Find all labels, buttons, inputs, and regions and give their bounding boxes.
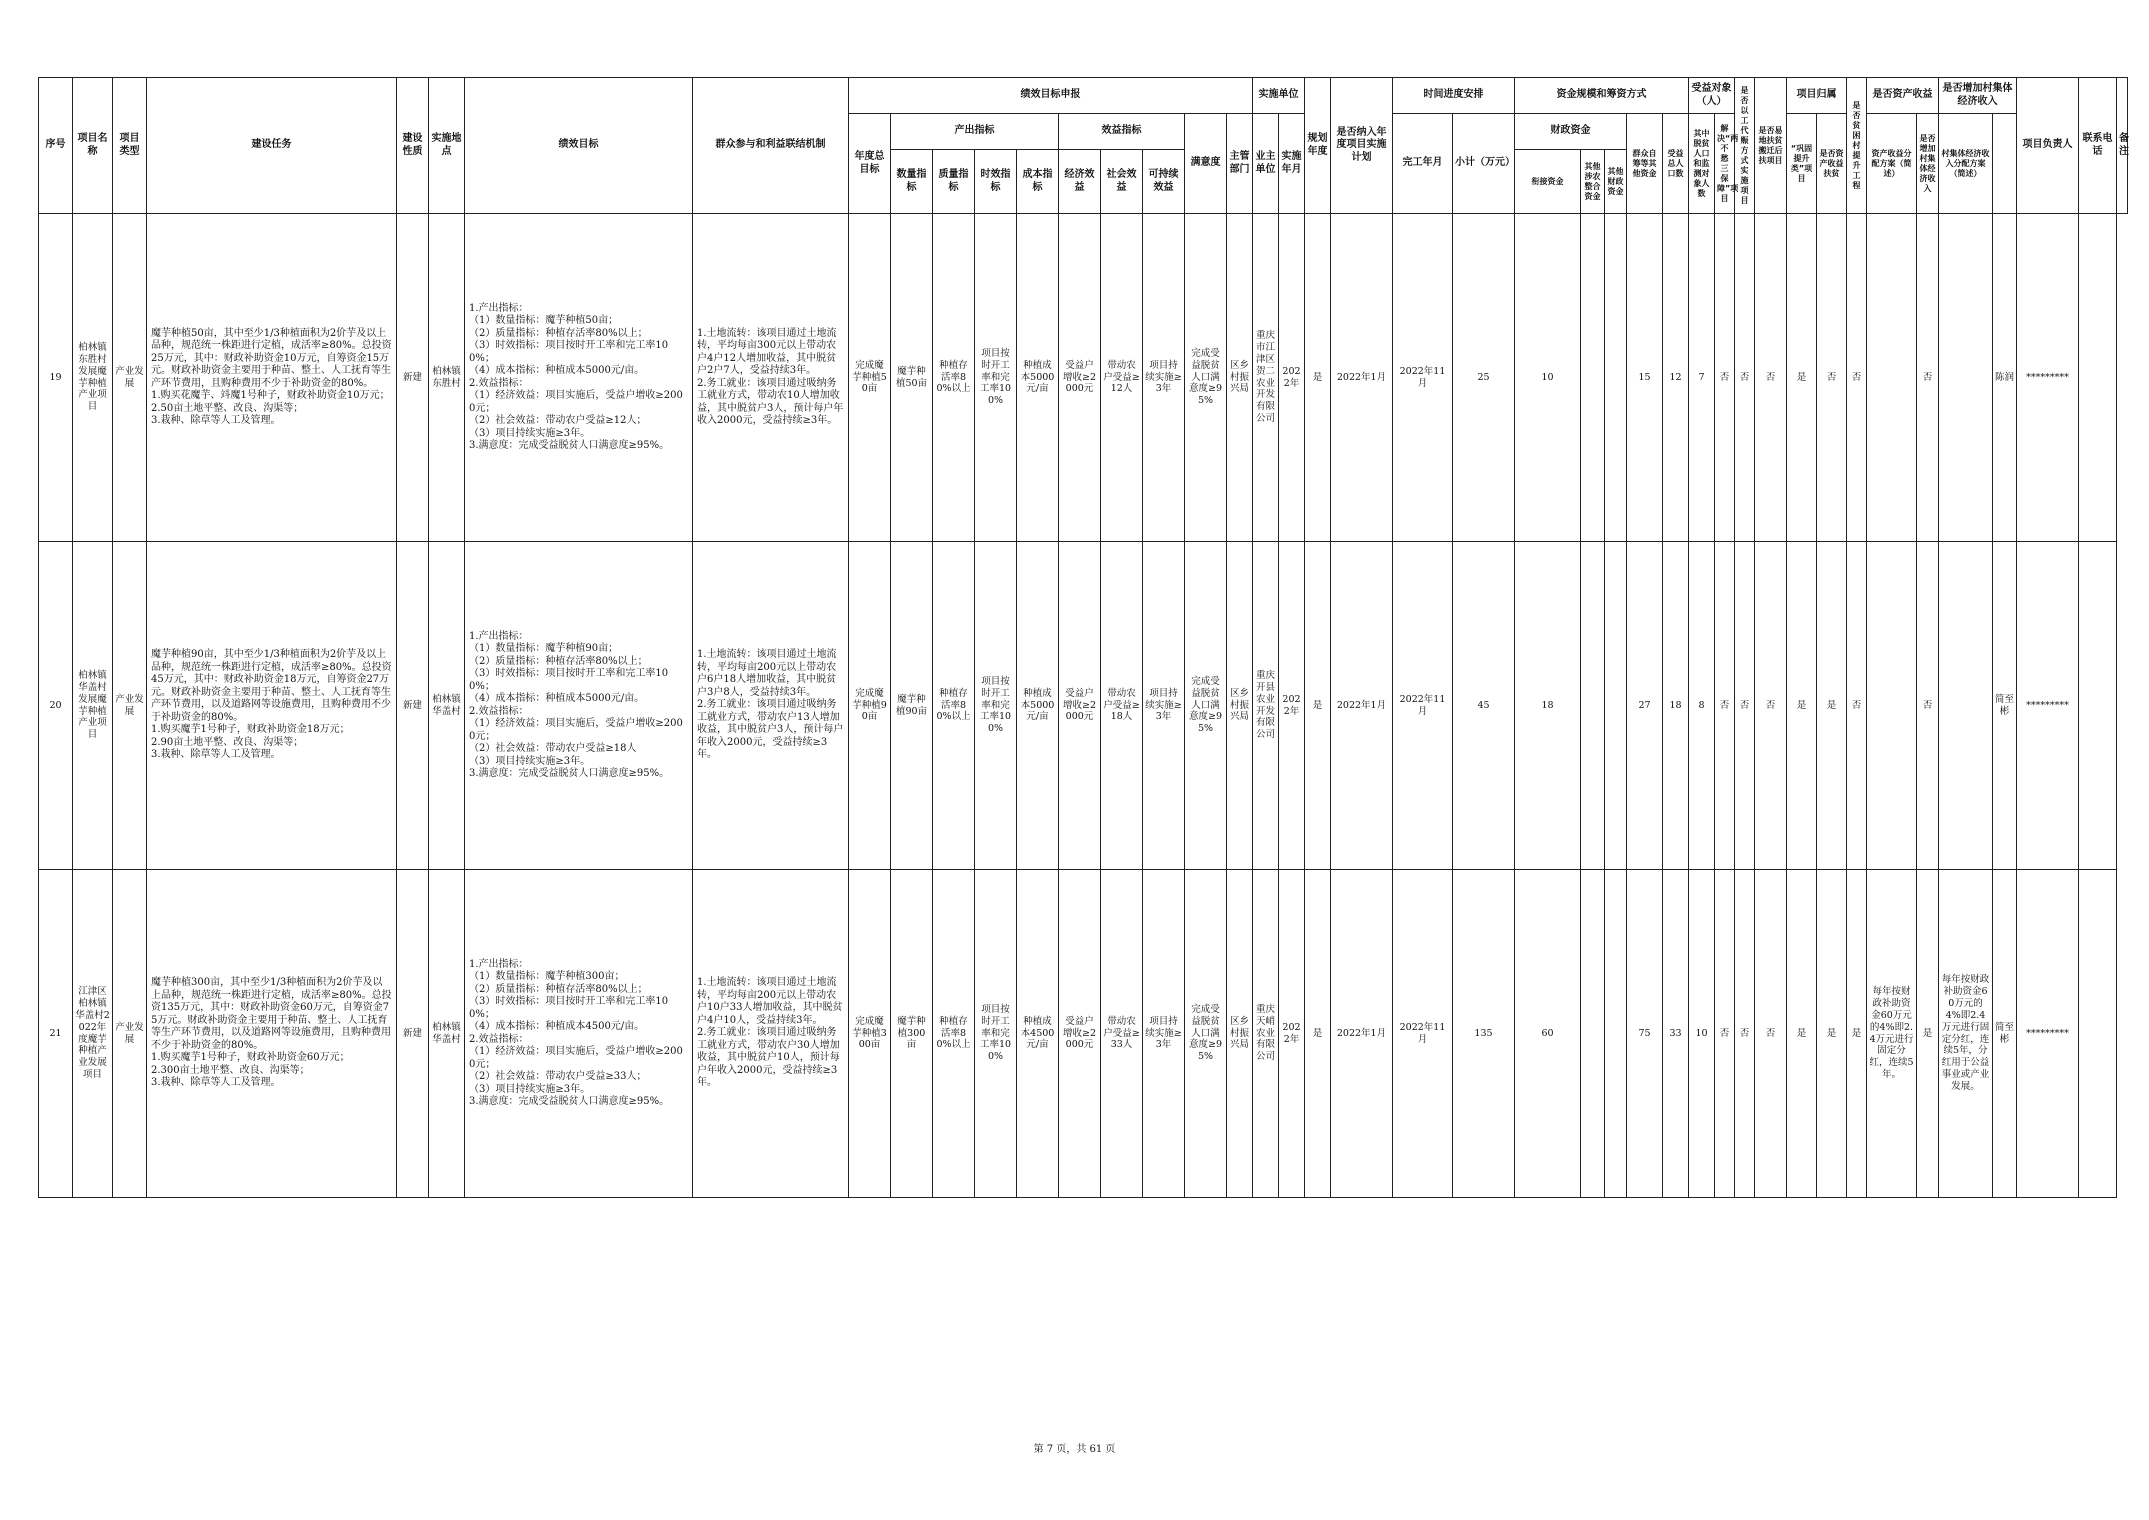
cell-cost: 种植成本4500元/亩 <box>1017 870 1059 1198</box>
hdr-social: 社会效益 <box>1101 150 1143 214</box>
cell-econ: 受益户增收≥2000元 <box>1059 542 1101 870</box>
task-line: 3.栽种、除草等人工及管理。 <box>151 1077 281 1089</box>
cell-econ: 受益户增收≥2000元 <box>1059 214 1101 542</box>
cell-self-raised: 27 <box>1627 542 1663 870</box>
cell-dept: 区乡村振兴局 <box>1227 542 1253 870</box>
hdr-owner: 业主单位 <box>1253 114 1279 214</box>
cell-type: 产业发展 <box>113 214 147 542</box>
perf-line: （2）社会效益：带动农户受益≥18人 <box>469 743 637 754</box>
task-line: 1.购买魔芋1号种子，财政补助资金18万元； <box>151 724 350 736</box>
hdr-two-three: 解决“两不愁三保障”项目 <box>1715 114 1735 214</box>
cell-timeliness: 项目按时开工率和完工率100% <box>975 214 1017 542</box>
cell-asset-plan <box>1867 214 1917 542</box>
cell-remark <box>2079 214 2117 542</box>
perf-line: （1）经济效益：项目实施后，受益户增收≥2000元； <box>469 718 683 742</box>
mechanism-line: 2.务工就业：该项目通过吸纳务工就业方式，带动农户30人增加收益，其中脱贫户10人，预计每户年收入2000元，受益持续≥3年。 <box>697 1027 840 1089</box>
perf-line: （1）数量指标：魔芋种植300亩； <box>469 971 625 982</box>
mechanism-line: 1.土地流转：该项目通过土地流转，平均每亩200元以上带动农户10户33人增加收益，其中脱贫户4户10人，受益持续3年。 <box>697 977 843 1026</box>
cell-asset-poverty: 否 <box>1847 542 1867 870</box>
task-line: 3.栽种、除草等人工及管理。 <box>151 415 281 426</box>
cell-perf <box>465 870 693 1198</box>
cell-social: 带动农户受益≥18人 <box>1101 542 1143 870</box>
perf-line: 2.效益指标： <box>469 705 529 717</box>
task-line: 魔芋种植90亩，其中至少1/3种植面积为2价芋及以上品种，规范统一株距进行定植，成活率≥80%。总投资45万元，其中：财政补助资金18万元，自筹资金27万元。财政补助资金主要用于种苗、整土、人工抚育等生产环节费用，以及道路网等设施费用，且购种费用不少于补助资金的80%。 <box>151 649 392 723</box>
perf-line: 1.产出指标： <box>469 958 529 970</box>
cell-start: 2022年1月 <box>1331 214 1393 542</box>
cell-leader: 简至彬 <box>1993 542 2017 870</box>
cell-plan-year: 2022年 <box>1279 542 1305 870</box>
cell-qty: 魔芋种植300亩 <box>891 870 933 1198</box>
hdr-perf: 绩效目标 <box>465 78 693 214</box>
perf-line: 2.效益指标： <box>469 1033 529 1045</box>
perf-line: （2）质量指标：种植存活率80%以上； <box>469 327 648 339</box>
hdr-cost: 成本指标 <box>1017 150 1059 214</box>
cell-seq: 19 <box>39 214 73 542</box>
cell-timeliness: 项目按时开工率和完工率100% <box>975 870 1017 1198</box>
cell-other-fiscal <box>1605 214 1627 542</box>
cell-phone: ********* <box>2017 870 2079 1198</box>
hdr-nature: 建设性质 <box>397 78 429 214</box>
cell-remark <box>2079 542 2117 870</box>
task-line: 2.90亩土地平整、改良、沟渠等； <box>151 736 304 748</box>
cell-mechanism <box>693 542 849 870</box>
perf-line: （1）数量指标：魔芋种植90亩； <box>469 643 619 654</box>
cell-other-agri <box>1581 214 1605 542</box>
cell-bridging: 18 <box>1515 542 1581 870</box>
hdr-task: 建设任务 <box>147 78 397 214</box>
cell-poverty-proj: 否 <box>1735 542 1755 870</box>
cell-total-pop: 12 <box>1663 214 1689 542</box>
hdr-dept: 主管部门 <box>1227 114 1253 214</box>
perf-line: （3）时效指标：项目按时开工率和完工率100%； <box>469 996 669 1020</box>
hdr-satisfaction: 满意度 <box>1185 114 1227 214</box>
cell-poor-pop: 8 <box>1689 542 1715 870</box>
hdr-perf-report: 绩效目标申报 <box>849 78 1253 114</box>
mechanism-line: 2.务工就业：该项目通过吸纳务工就业方式，带动农10人增加收益，其中脱贫户3人，预计每户年收入2000元，受益持续≥3年。 <box>697 377 844 426</box>
perf-line: （4）成本指标：种植成本4500元/亩。 <box>469 1021 645 1032</box>
cell-type: 产业发展 <box>113 870 147 1198</box>
hdr-remark: 备注 <box>2117 78 2128 214</box>
cell-total-pop: 33 <box>1663 870 1689 1198</box>
hdr-sustain: 可持续效益 <box>1143 150 1185 214</box>
cell-mechanism <box>693 870 849 1198</box>
cell-asset-plan: 每年按财政补助资金60万元的4%即2.4万元进行固定分红，连续5年。 <box>1867 870 1917 1198</box>
hdr-name: 项目名称 <box>73 78 113 214</box>
hdr-subtotal: 小计（万元） <box>1453 114 1515 214</box>
cell-annual-target: 完成魔芋种植90亩 <box>849 542 891 870</box>
cell-village-proj: 否 <box>1817 214 1847 542</box>
cell-plan-year: 2022年 <box>1279 214 1305 542</box>
cell-other-fiscal <box>1605 870 1627 1198</box>
cell-location: 柏林镇华盖村 <box>429 870 465 1198</box>
perf-line: （3）项目持续实施≥3年。 <box>469 755 591 767</box>
perf-line: （3）项目持续实施≥3年。 <box>469 427 591 439</box>
hdr-finish: 完工年月 <box>1393 114 1453 214</box>
cell-mechanism <box>693 214 849 542</box>
cell-poverty-proj: 否 <box>1735 870 1755 1198</box>
perf-line: 3.满意度：完成受益脱贫人口满意度≥95%。 <box>469 440 670 451</box>
cell-sustain: 项目持续实施≥3年 <box>1143 870 1185 1198</box>
cell-cost: 种植成本5000元/亩 <box>1017 214 1059 542</box>
hdr-other-fiscal: 其他财政资金 <box>1605 150 1627 214</box>
cell-quality: 种植存活率80%以上 <box>933 870 975 1198</box>
cell-in-plan: 是 <box>1305 542 1331 870</box>
cell-start: 2022年1月 <box>1331 542 1393 870</box>
cell-consolidate: 是 <box>1787 870 1817 1198</box>
table-row <box>39 542 2128 870</box>
hdr-poverty-proj: 是否易地扶贫搬迁后扶项目 <box>1755 78 1787 214</box>
perf-line: （3）时效指标：项目按时开工率和完工率100%； <box>469 668 669 692</box>
hdr-seq: 序号 <box>39 78 73 214</box>
cell-poor-pop: 7 <box>1689 214 1715 542</box>
hdr-benefit: 效益指标 <box>1059 114 1185 150</box>
cell-sustain: 项目持续实施≥3年 <box>1143 542 1185 870</box>
hdr-impl-unit: 实施单位 <box>1253 78 1305 114</box>
cell-social: 带动农户受益≥12人 <box>1101 214 1143 542</box>
cell-subtotal: 135 <box>1453 870 1515 1198</box>
cell-total-pop: 18 <box>1663 542 1689 870</box>
cell-collective-plan <box>1939 542 1993 870</box>
hdr-asset-poverty: 是否资产收益扶贫 <box>1817 114 1847 214</box>
cell-plan-year: 2022年 <box>1279 870 1305 1198</box>
perf-line: （2）质量指标：种植存活率80%以上； <box>469 655 648 667</box>
cell-dept: 区乡村振兴局 <box>1227 870 1253 1198</box>
hdr-asset-plan: 资产收益分配方案（简述） <box>1867 114 1917 214</box>
cell-collective-plan <box>1939 214 1993 542</box>
cell-cost: 种植成本5000元/亩 <box>1017 542 1059 870</box>
cell-village-proj: 是 <box>1817 542 1847 870</box>
hdr-poor-pop: 其中脱贫人口和监测对象人数 <box>1689 114 1715 214</box>
hdr-schedule: 时间进度安排 <box>1393 78 1515 114</box>
perf-line: 3.满意度：完成受益脱贫人口满意度≥95%。 <box>469 1096 670 1107</box>
cell-leader: 陈润 <box>1993 214 2017 542</box>
cell-perf <box>465 214 693 542</box>
cell-annual-target: 完成魔芋种植50亩 <box>849 214 891 542</box>
perf-line: （4）成本指标：种植成本5000元/亩。 <box>469 693 645 704</box>
cell-two-three: 否 <box>1755 542 1787 870</box>
cell-collective-yes: 否 <box>1917 214 1939 542</box>
cell-nature: 新建 <box>397 542 429 870</box>
task-line: 1.购买花魔芋、䇆魔1号种子，财政补助资金10万元； <box>151 390 390 401</box>
cell-other-agri <box>1581 542 1605 870</box>
cell-bridging: 60 <box>1515 870 1581 1198</box>
cell-bridging: 10 <box>1515 214 1581 542</box>
cell-type: 产业发展 <box>113 542 147 870</box>
perf-line: （1）数量指标：魔芋种植50亩； <box>469 315 619 326</box>
cell-satisfaction: 完成受益脱贫人口满意度≥95% <box>1185 870 1227 1198</box>
hdr-qty: 数量指标 <box>891 150 933 214</box>
cell-collective-yes: 否 <box>1917 542 1939 870</box>
hdr-funding: 资金规模和筹资方式 <box>1515 78 1689 114</box>
cell-seq: 21 <box>39 870 73 1198</box>
hdr-collective: 是否增加村集体经济收入 <box>1939 78 2017 114</box>
cell-collective-plan: 每年按财政补助资金60万元的4%即2.4万元进行固定分红，连续5年，分红用于公益事业或产业发展。 <box>1939 870 1993 1198</box>
cell-name: 柏林镇华盖村发展魔芋种植产业项目 <box>73 542 113 870</box>
cell-perf <box>465 542 693 870</box>
cell-quality: 种植存活率80%以上 <box>933 542 975 870</box>
cell-subtotal: 25 <box>1453 214 1515 542</box>
hdr-location: 实施地点 <box>429 78 465 214</box>
cell-timeliness: 项目按时开工率和完工率100% <box>975 542 1017 870</box>
cell-remark <box>2079 870 2117 1198</box>
hdr-econ: 经济效益 <box>1059 150 1101 214</box>
cell-satisfaction: 完成受益脱贫人口满意度≥95% <box>1185 214 1227 542</box>
perf-line: （2）社会效益：带动农户受益≥33人； <box>469 1071 647 1082</box>
perf-line: 1.产出指标： <box>469 302 529 314</box>
hdr-fiscal: 财政资金 <box>1515 114 1627 150</box>
cell-work-relief: 否 <box>1715 214 1735 542</box>
cell-nature: 新建 <box>397 870 429 1198</box>
hdr-beneficiary: 受益对象（人） <box>1689 78 1735 114</box>
mechanism-line: 1.土地流转：该项目通过土地流转，平均每亩300元以上带动农户4户12人增加收益，其中脱贫户2户7人，受益持续3年。 <box>697 327 837 376</box>
cell-econ: 受益户增收≥2000元 <box>1059 870 1101 1198</box>
hdr-bridging: 衔接资金 <box>1515 150 1581 214</box>
task-line: 3.栽种、除草等人工及管理。 <box>151 749 281 761</box>
cell-two-three: 否 <box>1755 870 1787 1198</box>
cell-two-three: 否 <box>1755 214 1787 542</box>
cell-task <box>147 214 397 542</box>
task-line: 魔芋种植50亩，其中至少1/3种植面积为2价芋及以上品种，规范统一株距进行定植，成活率≥80%。总投资25万元，其中：财政补助资金10万元，自筹资金15万元。财政补助资金主要用于种苗、整土、人工抚育等生产环节费用，且购种费用不少于补助资金的80%。 <box>151 327 392 389</box>
hdr-quality: 质量指标 <box>933 150 975 214</box>
hdr-in-plan: 是否纳入年度项目实施计划 <box>1331 78 1393 214</box>
hdr-asset-income: 是否资产收益 <box>1867 78 1939 114</box>
hdr-work-relief: 是否以工代赈方式实施项目 <box>1735 78 1755 214</box>
perf-line: （2）质量指标：种植存活率80%以上； <box>469 983 648 995</box>
hdr-plan-year: 规划年度 <box>1305 78 1331 214</box>
table-body <box>39 214 2128 1198</box>
task-line: 魔芋种植300亩，其中至少1/3种植面积为2价芋及以上品种，规范统一株距进行定植，成活率≥80%。总投资135万元，其中：财政补助资金60万元，自筹资金75万元。财政补助资金主要用于种苗、整土、人工抚育等生产环节费用，以及道路网等设施费用，且购种费用不少于补助资金的80%。 <box>151 977 392 1051</box>
cell-finish: 2022年11月 <box>1393 542 1453 870</box>
cell-seq: 20 <box>39 542 73 870</box>
cell-asset-poverty: 是 <box>1847 870 1867 1198</box>
task-line: 2.300亩土地平整、改良、沟渠等； <box>151 1064 310 1076</box>
cell-other-fiscal <box>1605 542 1627 870</box>
cell-phone: ********* <box>2017 214 2079 542</box>
cell-leader: 简至彬 <box>1993 870 2017 1198</box>
task-line: 2.50亩土地平整、改良、沟渠等； <box>151 402 304 414</box>
cell-owner: 重庆市江津区贺二农业开发有限公司 <box>1253 214 1279 542</box>
cell-consolidate: 是 <box>1787 214 1817 542</box>
hdr-consolidate: “巩固提升类”项目 <box>1787 114 1817 214</box>
cell-in-plan: 是 <box>1305 870 1331 1198</box>
table-row <box>39 214 2128 542</box>
hdr-phone: 联系电话 <box>2079 78 2117 214</box>
cell-finish: 2022年11月 <box>1393 870 1453 1198</box>
hdr-self-raised: 群众自筹等其他资金 <box>1627 114 1663 214</box>
perf-line: 2.效益指标： <box>469 377 529 389</box>
cell-self-raised: 75 <box>1627 870 1663 1198</box>
hdr-leader: 项目负责人 <box>2017 78 2079 214</box>
cell-quality: 种植存活率80%以上 <box>933 214 975 542</box>
cell-finish: 2022年11月 <box>1393 214 1453 542</box>
perf-line: （4）成本指标：种植成本5000元/亩。 <box>469 365 645 376</box>
hdr-collective-yes: 是否增加村集体经济收入 <box>1917 114 1939 214</box>
perf-line: 3.满意度：完成受益脱贫人口满意度≥95%。 <box>469 768 670 779</box>
cell-nature: 新建 <box>397 214 429 542</box>
cell-start: 2022年1月 <box>1331 870 1393 1198</box>
cell-work-relief: 否 <box>1715 870 1735 1198</box>
cell-other-agri <box>1581 870 1605 1198</box>
hdr-output: 产出指标 <box>891 114 1059 150</box>
cell-name: 江津区柏林镇华盖村2022年度魔芋种植产业发展项目 <box>73 870 113 1198</box>
cell-poverty-proj: 否 <box>1735 214 1755 542</box>
cell-annual-target: 完成魔芋种植300亩 <box>849 870 891 1198</box>
perf-line: （3）时效指标：项目按时开工率和完工率100%； <box>469 340 669 364</box>
project-table <box>38 77 2128 1198</box>
cell-dept: 区乡村振兴局 <box>1227 214 1253 542</box>
cell-task <box>147 542 397 870</box>
cell-work-relief: 否 <box>1715 542 1735 870</box>
cell-name: 柏林镇东胜村发展魔芋种植产业项目 <box>73 214 113 542</box>
cell-asset-poverty: 否 <box>1847 214 1867 542</box>
cell-satisfaction: 完成受益脱贫人口满意度≥95% <box>1185 542 1227 870</box>
cell-self-raised: 15 <box>1627 214 1663 542</box>
hdr-village-proj: 是否贫困村提升工程 <box>1847 78 1867 214</box>
mechanism-line: 1.土地流转：该项目通过土地流转，平均每亩200元以上带动农户6户18人增加收益，其中脱贫户3户8人，受益持续3年。 <box>697 649 837 698</box>
cell-location: 柏林镇华盖村 <box>429 542 465 870</box>
cell-asset-plan <box>1867 542 1917 870</box>
cell-location: 柏林镇东胜村 <box>429 214 465 542</box>
hdr-collective-plan: 村集体经济收入分配方案（简述） <box>1939 114 1993 214</box>
perf-line: （2）社会效益：带动农户受益≥12人； <box>469 415 647 426</box>
cell-poor-pop: 10 <box>1689 870 1715 1198</box>
task-line: 1.购买魔芋1号种子，财政补助资金60万元； <box>151 1052 350 1064</box>
hdr-total-pop: 受益总人口数 <box>1663 114 1689 214</box>
perf-line: （1）经济效益：项目实施后，受益户增收≥2000元； <box>469 1046 683 1070</box>
cell-task <box>147 870 397 1198</box>
cell-village-proj: 是 <box>1817 870 1847 1198</box>
cell-owner: 重庆天峭农业有限公司 <box>1253 870 1279 1198</box>
cell-phone: ********* <box>2017 542 2079 870</box>
hdr-type: 项目类型 <box>113 78 147 214</box>
hdr-other-agri: 其他涉农整合资金 <box>1581 150 1605 214</box>
cell-collective-yes: 是 <box>1917 870 1939 1198</box>
table-row <box>39 870 2128 1198</box>
perf-line: 1.产出指标： <box>469 630 529 642</box>
page-footer: 第 7 页，共 61 页 <box>1033 1444 1116 1455</box>
hdr-attribution: 项目归属 <box>1787 78 1847 114</box>
hdr-annual-target: 年度总目标 <box>849 114 891 214</box>
cell-qty: 魔芋种植50亩 <box>891 214 933 542</box>
cell-subtotal: 45 <box>1453 542 1515 870</box>
hdr-start: 实施年月 <box>1279 114 1305 214</box>
perf-line: （3）项目持续实施≥3年。 <box>469 1083 591 1095</box>
mechanism-line: 2.务工就业：该项目通过吸纳务工就业方式，带动农户13人增加收益，其中脱贫户3人，预计每户年收入2000元，受益持续≥3年。 <box>697 699 844 761</box>
cell-consolidate: 是 <box>1787 542 1817 870</box>
perf-line: （1）经济效益：项目实施后，受益户增收≥2000元； <box>469 390 683 414</box>
cell-qty: 魔芋种植90亩 <box>891 542 933 870</box>
hdr-timeliness: 时效指标 <box>975 150 1017 214</box>
hdr-mechanism: 群众参与和利益联结机制 <box>693 78 849 214</box>
cell-social: 带动农户受益≥33人 <box>1101 870 1143 1198</box>
cell-sustain: 项目持续实施≥3年 <box>1143 214 1185 542</box>
cell-in-plan: 是 <box>1305 214 1331 542</box>
cell-owner: 重庆开县农业开发有限公司 <box>1253 542 1279 870</box>
